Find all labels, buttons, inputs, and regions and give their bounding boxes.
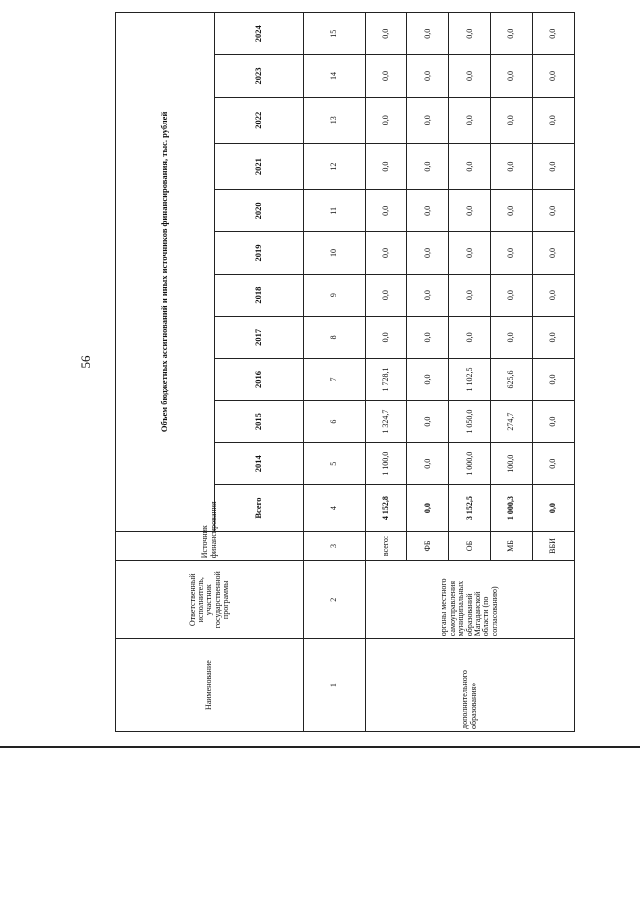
header-year: 2023: [214, 55, 304, 97]
year-value-cell: 0,0: [532, 97, 574, 143]
year-value-cell: 0,0: [491, 274, 533, 316]
year-value-cell: 1 324,7: [365, 401, 407, 443]
year-value-cell: 0,0: [407, 316, 449, 358]
year-value-cell: 0,0: [365, 97, 407, 143]
total-value-cell: 0,0: [407, 485, 449, 531]
year-value-cell: 0,0: [407, 97, 449, 143]
year-value-cell: 0,0: [532, 274, 574, 316]
year-value-cell: 0,0: [491, 55, 533, 97]
year-value-cell: 1 100,0: [365, 443, 407, 485]
column-number: 12: [304, 143, 365, 189]
row-executor-cell: органы местного самоуправления муниципальных образований Магаданской области (по согласованию): [365, 561, 574, 639]
header-year: 2021: [214, 143, 304, 189]
header-year: Всего: [214, 485, 304, 531]
year-value-cell: 0,0: [532, 443, 574, 485]
total-value-cell: 4 152,8: [365, 485, 407, 531]
column-number: 5: [304, 443, 365, 485]
year-value-cell: 0,0: [491, 97, 533, 143]
year-value-cell: 0,0: [407, 232, 449, 274]
year-value-cell: 0,0: [491, 13, 533, 55]
column-number: 13: [304, 97, 365, 143]
year-value-cell: 1 728,1: [365, 358, 407, 400]
header-year: 2016: [214, 358, 304, 400]
year-value-cell: 0,0: [365, 143, 407, 189]
page-rule: [0, 746, 640, 748]
financing-table: [115, 12, 575, 732]
year-value-cell: 0,0: [491, 190, 533, 232]
year-value-cell: 1 102,5: [449, 358, 491, 400]
year-value-cell: 1 000,0: [449, 443, 491, 485]
table-body: [365, 13, 574, 732]
year-value-cell: 0,0: [407, 143, 449, 189]
header-year: 2015: [214, 401, 304, 443]
total-value-cell: 3 152,5: [449, 485, 491, 531]
year-value-cell: 0,0: [449, 97, 491, 143]
year-value-cell: 0,0: [491, 316, 533, 358]
column-number: 9: [304, 274, 365, 316]
source-cell: МБ: [491, 531, 533, 561]
year-value-cell: 0,0: [407, 358, 449, 400]
year-value-cell: 0,0: [449, 316, 491, 358]
table-row: [365, 13, 407, 732]
year-value-cell: 100,0: [491, 443, 533, 485]
row-name-cell: дополнительного образования»: [365, 639, 574, 732]
header-year: 2024: [214, 13, 304, 55]
column-number: 6: [304, 401, 365, 443]
header-year: 2014: [214, 443, 304, 485]
year-value-cell: 0,0: [365, 55, 407, 97]
year-value-cell: 0,0: [407, 55, 449, 97]
column-number: 14: [304, 55, 365, 97]
header-year: 2019: [214, 232, 304, 274]
year-value-cell: 0,0: [449, 143, 491, 189]
year-value-cell: 0,0: [532, 143, 574, 189]
total-value-cell: 1 000,3: [491, 485, 533, 531]
header-year: 2022: [214, 97, 304, 143]
column-number: 11: [304, 190, 365, 232]
year-value-cell: 0,0: [491, 143, 533, 189]
header-executor: Ответственный исполнитель, участник государственной программы: [116, 561, 304, 639]
year-value-cell: 0,0: [449, 190, 491, 232]
year-value-cell: 0,0: [449, 232, 491, 274]
year-value-cell: 0,0: [365, 190, 407, 232]
header-name: Наименование: [116, 639, 304, 732]
year-value-cell: 0,0: [407, 401, 449, 443]
header-funding: Объем бюджетных ассигнований и иных источников финансирования, тыс. рублей: [116, 13, 215, 532]
source-cell: ОБ: [449, 531, 491, 561]
year-value-cell: 0,0: [449, 274, 491, 316]
year-value-cell: 0,0: [365, 316, 407, 358]
year-value-cell: 0,0: [407, 443, 449, 485]
header-year: 2018: [214, 274, 304, 316]
source-cell: всего:: [365, 531, 407, 561]
column-number: 15: [304, 13, 365, 55]
column-number: 3: [304, 531, 365, 561]
year-value-cell: 0,0: [365, 232, 407, 274]
source-cell: ВБИ: [532, 531, 574, 561]
year-value-cell: 0,0: [365, 13, 407, 55]
year-value-cell: 0,0: [365, 274, 407, 316]
header-year: 2017: [214, 316, 304, 358]
year-value-cell: 0,0: [532, 55, 574, 97]
year-value-cell: 625,6: [491, 358, 533, 400]
year-value-cell: 0,0: [449, 13, 491, 55]
year-value-cell: 0,0: [532, 13, 574, 55]
column-number: 8: [304, 316, 365, 358]
source-cell: ФБ: [407, 531, 449, 561]
total-value-cell: 0,0: [532, 485, 574, 531]
year-value-cell: 0,0: [532, 232, 574, 274]
column-number: 2: [304, 561, 365, 639]
year-value-cell: 0,0: [532, 358, 574, 400]
year-value-cell: 0,0: [491, 232, 533, 274]
year-value-cell: 274,7: [491, 401, 533, 443]
year-value-cell: 0,0: [532, 316, 574, 358]
year-value-cell: 0,0: [407, 190, 449, 232]
column-number: 7: [304, 358, 365, 400]
header-source: Источник финансирования: [116, 531, 304, 561]
year-value-cell: 0,0: [407, 13, 449, 55]
column-number: 4: [304, 485, 365, 531]
year-value-cell: 0,0: [532, 401, 574, 443]
financing-table-sheet: [115, 12, 575, 732]
year-value-cell: 0,0: [407, 274, 449, 316]
column-number: 1: [304, 639, 365, 732]
page-number: 56: [78, 355, 93, 369]
column-number: 10: [304, 232, 365, 274]
year-value-cell: 0,0: [532, 190, 574, 232]
year-value-cell: 1 050,0: [449, 401, 491, 443]
year-value-cell: 0,0: [449, 55, 491, 97]
header-year: 2020: [214, 190, 304, 232]
